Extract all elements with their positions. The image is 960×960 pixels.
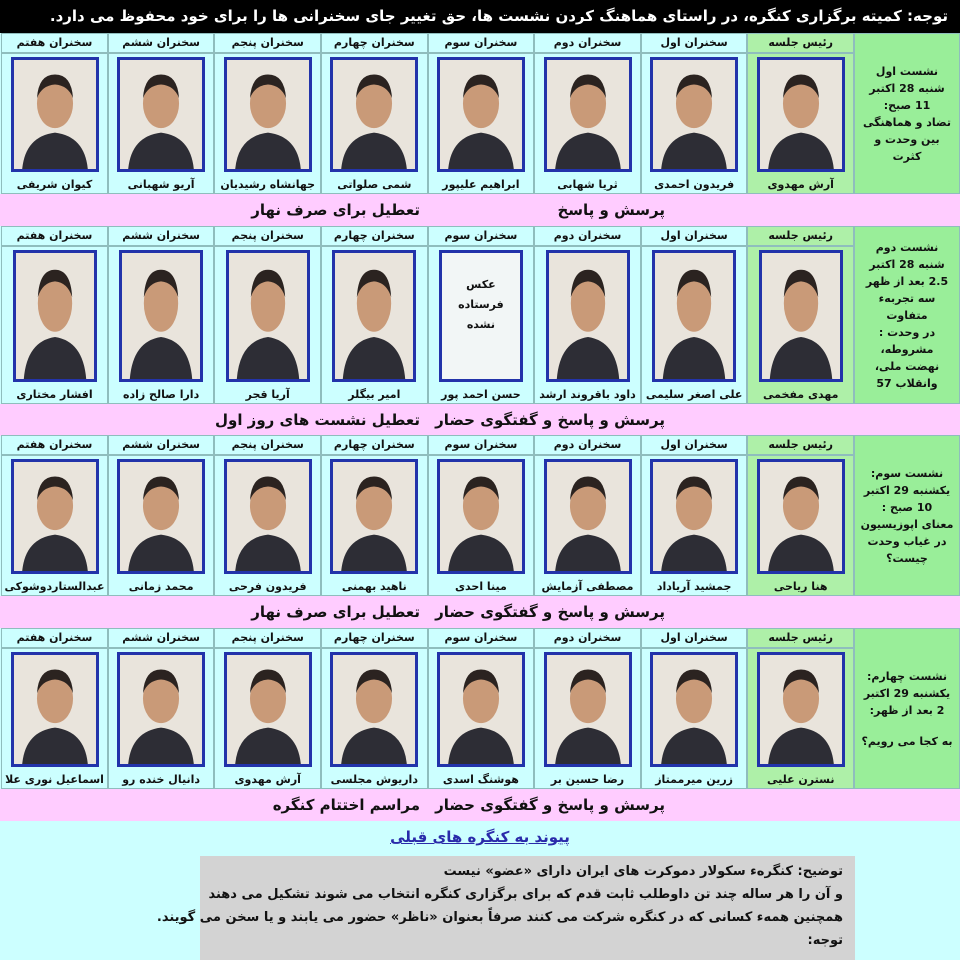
column-header-speaker: سخنران دوم	[534, 628, 641, 648]
person-silhouette-icon	[122, 253, 200, 379]
speaker-name: آرش مهدوی	[234, 773, 301, 786]
chair-cell	[747, 455, 854, 596]
column-header-speaker: سخنران چهارم	[321, 226, 428, 246]
person-silhouette-icon	[120, 462, 202, 571]
break-strip	[0, 194, 960, 226]
person-silhouette-icon	[14, 60, 96, 169]
session-info-line: بین وحدت و کثرت	[874, 132, 940, 163]
column-header-chair: رئیس جلسه	[747, 33, 854, 53]
previous-congresses-section	[0, 822, 960, 960]
chair-name: نسترن علیی	[766, 773, 835, 786]
speaker-cell	[321, 246, 428, 404]
person-silhouette-icon	[762, 253, 840, 379]
speaker-photo	[330, 459, 418, 574]
speaker-cell	[214, 53, 321, 194]
break-label: تعطیل برای صرف نهار	[251, 603, 420, 621]
chair-name: مهدی مفخمی	[762, 388, 839, 401]
qa-label: پرسش و پاسخ	[557, 201, 665, 219]
session-info-line: نشست اول	[875, 64, 939, 78]
speaker-photo	[650, 57, 738, 172]
speaker-cell	[428, 648, 535, 789]
speaker-name: ابراهیم علیپور	[442, 178, 520, 191]
session-info	[854, 435, 960, 596]
break-strip	[0, 789, 960, 821]
session-info-line: تضاد و هماهنگی	[862, 115, 952, 129]
column-header-speaker: سخنران سوم	[428, 33, 535, 53]
explanation-line: و آن را هر ساله چند تن داوطلب ثابت قدم که برای برگزاری کنگره انتخاب می شوند تشکیل می دهند	[208, 887, 843, 902]
speaker-photo	[437, 57, 525, 172]
speaker-name: اسماعیل نوری علا	[5, 773, 104, 786]
session-info-line: وانقلاب 57	[876, 376, 938, 390]
speaker-photo	[544, 652, 632, 767]
speaker-cell	[214, 455, 321, 596]
column-header-speaker: سخنران هفتم	[1, 33, 108, 53]
column-header-speaker: سخنران هفتم	[1, 226, 108, 246]
session-info-text	[866, 239, 948, 392]
speaker-photo	[13, 250, 97, 382]
session-info	[854, 33, 960, 194]
session-info-line: چیست؟	[886, 551, 928, 565]
speaker-photo	[330, 652, 418, 767]
speaker-name: امیر بیگلر	[348, 388, 401, 401]
session-info-line: نهضت ملی،	[874, 359, 940, 373]
person-silhouette-icon	[653, 655, 735, 764]
speaker-name: فریدون فرحی	[228, 580, 307, 593]
column-header-speaker: سخنران اول	[641, 226, 748, 246]
speaker-photo	[117, 57, 205, 172]
person-silhouette-icon	[440, 462, 522, 571]
person-silhouette-icon	[760, 655, 842, 764]
speaker-cell	[108, 455, 215, 596]
speaker-photo	[11, 459, 99, 574]
person-silhouette-icon	[120, 655, 202, 764]
session-info-line	[862, 719, 953, 733]
speaker-cell	[641, 648, 748, 789]
chair-name: هنا ریاحی	[773, 580, 828, 593]
session-info-text	[862, 668, 953, 750]
column-header-speaker: سخنران چهارم	[321, 628, 428, 648]
missing-photo-text	[442, 275, 520, 335]
session-info-line: معنای اپوزیسیون	[860, 517, 954, 531]
session-info-line: در وحدت :	[878, 325, 936, 339]
speaker-photo	[437, 459, 525, 574]
speaker-photo	[330, 57, 418, 172]
speaker-photo	[224, 57, 312, 172]
speaker-cell	[214, 246, 321, 404]
column-header-speaker: سخنران دوم	[534, 435, 641, 455]
previous-congresses-link[interactable]: پیوند به کنگره های قبلی	[390, 828, 570, 846]
session-block	[0, 226, 960, 404]
column-header-speaker: سخنران اول	[641, 628, 748, 648]
speaker-name: مصطفی آزمایش	[541, 580, 634, 593]
column-header-speaker: سخنران پنجم	[214, 226, 321, 246]
explanation-line: توجه:	[807, 933, 843, 948]
session-info-line: متفاوت	[886, 308, 928, 322]
speaker-name: داود باقروند ارشد	[539, 388, 636, 401]
speaker-cell	[321, 648, 428, 789]
speaker-cell	[214, 648, 321, 789]
speaker-photo	[119, 250, 203, 382]
column-header-speaker: سخنران سوم	[428, 435, 535, 455]
speaker-photo	[757, 57, 845, 172]
speaker-name: آریا قجر	[245, 388, 290, 401]
speaker-cell	[534, 648, 641, 789]
missing-photo-placeholder	[439, 250, 523, 382]
speaker-name: ناهید بهمنی	[341, 580, 407, 593]
session-info-line: یکشنبه 29 اکتبر	[863, 686, 951, 700]
person-silhouette-icon	[549, 253, 627, 379]
speaker-cell	[534, 455, 641, 596]
speaker-cell	[641, 246, 748, 404]
session-info-line: در غیاب وحدت	[867, 534, 947, 548]
session-info-line: شنبه 28 اکتبر	[869, 257, 945, 271]
speaker-cell	[321, 53, 428, 194]
person-silhouette-icon	[333, 60, 415, 169]
explanation-line: همچنین همه‌ء کسانی که در کنگره شرکت می کنند صرفاً بعنوان «ناظر» حضور می یابند و یا سخن می گویند.	[156, 910, 843, 925]
break-label: مراسم اختتام کنگره	[272, 796, 420, 814]
session-info-line: 2 بعد از ظهر:	[869, 703, 945, 717]
speaker-cell	[1, 648, 108, 789]
speaker-photo	[546, 250, 630, 382]
speaker-name: آریو شهبانی	[127, 178, 195, 191]
column-header-speaker: سخنران چهارم	[321, 435, 428, 455]
column-header-speaker: سخنران پنجم	[214, 628, 321, 648]
qa-label: پرسش و پاسخ و گفتگوی حضار	[435, 603, 665, 621]
session-info-line: سه تجربه‌ء	[878, 291, 936, 305]
qa-label: پرسش و پاسخ و گفتگوی حضار	[435, 411, 665, 429]
speaker-photo	[11, 652, 99, 767]
speaker-name: ثریا شهابی	[557, 178, 618, 191]
column-header-speaker: سخنران ششم	[108, 33, 215, 53]
speaker-photo	[759, 250, 843, 382]
session-info-line: 2.5 بعد از ظهر	[865, 274, 949, 288]
person-silhouette-icon	[14, 655, 96, 764]
speaker-name: جهانشاه رشیدیان	[220, 178, 316, 191]
speaker-photo	[437, 652, 525, 767]
column-header-speaker: سخنران سوم	[428, 226, 535, 246]
session-info-line: 10 صبح :	[881, 500, 933, 514]
speaker-cell	[641, 53, 748, 194]
speaker-photo	[117, 459, 205, 574]
speaker-photo	[650, 459, 738, 574]
person-silhouette-icon	[440, 60, 522, 169]
chair-cell	[747, 246, 854, 404]
speaker-name: شمی صلواتی	[337, 178, 412, 191]
column-header-speaker: سخنران اول	[641, 33, 748, 53]
session-info	[854, 628, 960, 789]
speaker-name: فریدون احمدی	[654, 178, 735, 191]
notice-banner: توجه: کمیته برگزاری کنگره، در راستای هماهنگ کردن نشست ها، حق تغییر جای سخنرانی ها را برای خود محفوظ می دارد.	[0, 0, 960, 33]
explanation-box	[156, 856, 855, 960]
person-silhouette-icon	[120, 60, 202, 169]
missing-photo-line: فرستاده	[458, 298, 504, 311]
speaker-cell	[1, 53, 108, 194]
column-header-speaker: سخنران ششم	[108, 435, 215, 455]
speaker-cell	[428, 246, 535, 404]
speaker-name: جمشید آریاداد	[656, 580, 732, 593]
qa-label: پرسش و پاسخ و گفتگوی حضار	[435, 796, 665, 814]
column-header-speaker: سخنران پنجم	[214, 33, 321, 53]
speaker-photo	[117, 652, 205, 767]
speaker-photo	[757, 652, 845, 767]
speaker-cell	[1, 246, 108, 404]
speaker-name: دارا صالح زاده	[122, 388, 200, 401]
chair-cell	[747, 648, 854, 789]
column-header-speaker: سخنران ششم	[108, 628, 215, 648]
speaker-name: عبدالستاردوشوکی	[4, 580, 105, 593]
speaker-name: محمد زمانی	[128, 580, 194, 593]
person-silhouette-icon	[227, 462, 309, 571]
speaker-cell	[108, 246, 215, 404]
speaker-photo	[757, 459, 845, 574]
missing-photo-line: عکس	[466, 278, 496, 291]
speaker-name: داریوش مجلسی	[330, 773, 418, 786]
session-info-line: یکشنبه 29 اکتبر	[863, 483, 951, 497]
speaker-cell	[321, 455, 428, 596]
speaker-name: مینا احدی	[454, 580, 507, 593]
session-block	[0, 33, 960, 194]
break-strip	[0, 404, 960, 436]
break-strip	[0, 596, 960, 628]
chair-cell	[747, 53, 854, 194]
speaker-name: رضا حسین بر	[550, 773, 625, 786]
column-header-speaker: سخنران هفتم	[1, 628, 108, 648]
session-info-text	[860, 63, 954, 165]
column-header-speaker: سخنران ششم	[108, 226, 215, 246]
session-block	[0, 628, 960, 789]
explanation-line: توضیح: کنگره‌ء سکولار دموکرت های ایران دارای «عضو» نیست	[443, 864, 843, 879]
speaker-photo	[11, 57, 99, 172]
person-silhouette-icon	[227, 60, 309, 169]
speaker-name: افشار مختاری	[16, 388, 93, 401]
person-silhouette-icon	[333, 655, 415, 764]
person-silhouette-icon	[229, 253, 307, 379]
missing-photo-line: نشده	[466, 318, 495, 331]
speaker-cell	[534, 53, 641, 194]
column-header-chair: رئیس جلسه	[747, 628, 854, 648]
session-info-line: مشروطه،	[880, 342, 934, 356]
speaker-photo	[544, 459, 632, 574]
person-silhouette-icon	[227, 655, 309, 764]
speaker-name: کیوان شریفی	[16, 178, 93, 191]
column-header-speaker: سخنران پنجم	[214, 435, 321, 455]
session-block	[0, 435, 960, 596]
speaker-cell	[1, 455, 108, 596]
session-info-line: نشست دوم	[875, 240, 939, 254]
speaker-cell	[428, 53, 535, 194]
column-header-speaker: سخنران سوم	[428, 628, 535, 648]
speaker-cell	[108, 648, 215, 789]
session-info-line: 11 صبح:	[883, 98, 931, 112]
speaker-name: دانیال خنده رو	[122, 773, 201, 786]
column-header-speaker: سخنران چهارم	[321, 33, 428, 53]
column-header-chair: رئیس جلسه	[747, 435, 854, 455]
break-label: تعطیل نشست های روز اول	[214, 411, 420, 429]
person-silhouette-icon	[440, 655, 522, 764]
speaker-photo	[226, 250, 310, 382]
column-header-speaker: سخنران اول	[641, 435, 748, 455]
session-info	[854, 226, 960, 404]
speaker-cell	[428, 455, 535, 596]
column-header-speaker: سخنران دوم	[534, 226, 641, 246]
session-info-line: به کجا می رویم؟	[861, 734, 953, 748]
speaker-name: حسن احمد پور	[441, 388, 521, 401]
speaker-photo	[332, 250, 416, 382]
person-silhouette-icon	[547, 462, 629, 571]
person-silhouette-icon	[335, 253, 413, 379]
speaker-name: هوشنگ اسدی	[442, 773, 519, 786]
person-silhouette-icon	[16, 253, 94, 379]
person-silhouette-icon	[760, 60, 842, 169]
session-info-text	[861, 465, 954, 567]
person-silhouette-icon	[655, 253, 733, 379]
person-silhouette-icon	[760, 462, 842, 571]
session-info-line: شنبه 28 اکتبر	[869, 81, 945, 95]
column-header-speaker: سخنران دوم	[534, 33, 641, 53]
person-silhouette-icon	[14, 462, 96, 571]
speaker-photo	[650, 652, 738, 767]
column-header-speaker: سخنران هفتم	[1, 435, 108, 455]
speaker-cell	[108, 53, 215, 194]
speaker-photo	[224, 459, 312, 574]
person-silhouette-icon	[653, 60, 735, 169]
speaker-cell	[641, 455, 748, 596]
speaker-name: زرین میرممتاز	[655, 773, 734, 786]
person-silhouette-icon	[547, 60, 629, 169]
speaker-photo	[652, 250, 736, 382]
speaker-photo	[544, 57, 632, 172]
person-silhouette-icon	[653, 462, 735, 571]
speaker-name: علی اصغر سلیمی	[645, 388, 743, 401]
session-info-line: نشست سوم:	[870, 466, 944, 480]
speaker-cell	[534, 246, 641, 404]
person-silhouette-icon	[547, 655, 629, 764]
person-silhouette-icon	[333, 462, 415, 571]
column-header-chair: رئیس جلسه	[747, 226, 854, 246]
speaker-photo	[224, 652, 312, 767]
session-info-line: نشست چهارم:	[866, 669, 948, 683]
break-label: تعطیل برای صرف نهار	[251, 201, 420, 219]
chair-name: آرش مهدوی	[767, 178, 834, 191]
